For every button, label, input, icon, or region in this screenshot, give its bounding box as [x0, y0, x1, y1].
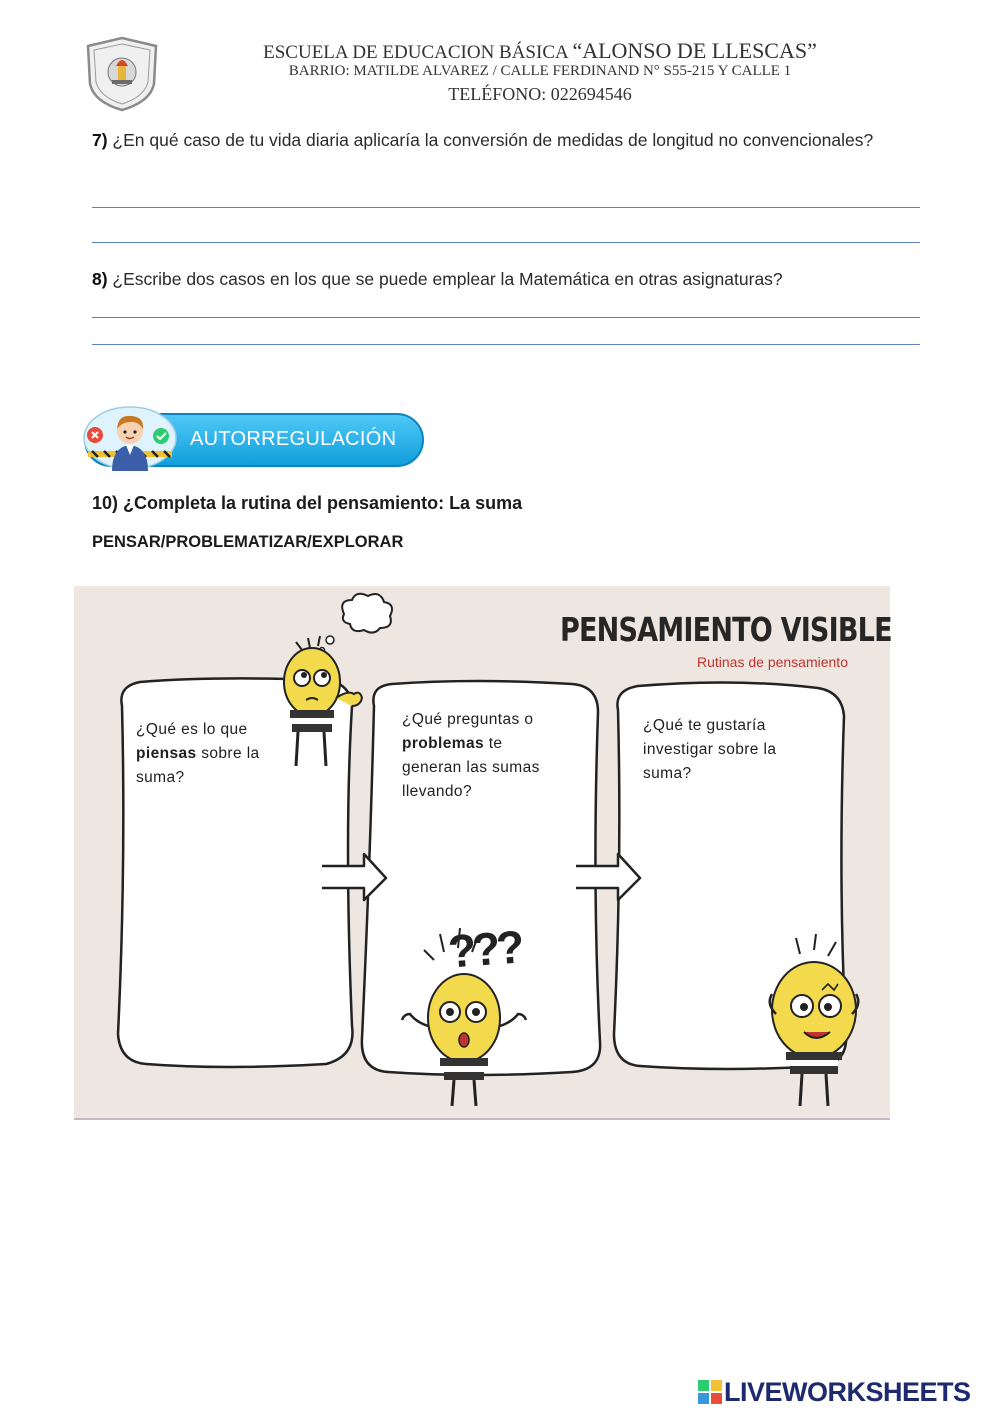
- school-crest-icon: [82, 36, 162, 112]
- liveworksheets-logo-icon: [698, 1380, 722, 1404]
- box-2-line-3: generan las sumas: [402, 759, 540, 776]
- box-2-line-4: llevando?: [402, 783, 472, 800]
- box-1-question: [136, 718, 286, 790]
- question-7: [92, 128, 892, 152]
- question-8: [92, 267, 892, 291]
- box-2-question: [402, 708, 582, 804]
- school-address: BARRIO: MATILDE ALVAREZ / CALLE FERDINAND N° S55-215 Y CALLE 1: [288, 63, 792, 79]
- pensamiento-visible-title: PENSAMIENTO VISIBLE: [560, 610, 892, 649]
- answer-area-box-1[interactable]: [128, 790, 324, 1090]
- box-2-bold: problemas: [402, 735, 484, 752]
- box-1-line-1: ¿Qué es lo que: [136, 721, 248, 738]
- pensamiento-visible-subtitle: Rutinas de pensamiento: [697, 654, 848, 670]
- question-7-number: 7): [92, 130, 108, 150]
- answer-line-7a[interactable]: [92, 207, 920, 208]
- question-marks-doodle: ???: [446, 920, 523, 978]
- question-7-text: ¿En qué caso de tu vida diaria aplicaría la conversión de medidas de longitud no convencionales?: [107, 130, 874, 150]
- question-8-number: 8): [92, 269, 108, 289]
- school-phone: TELÉFONO: 022694546: [448, 84, 632, 104]
- box-1-bold: piensas: [136, 745, 197, 762]
- answer-area-box-3[interactable]: [628, 800, 824, 950]
- autorregulacion-label: AUTORREGULACIÓN: [190, 428, 397, 450]
- answer-area-box-2[interactable]: [380, 810, 580, 930]
- box-1-line-3: suma?: [136, 769, 185, 786]
- box-2-line-1: ¿Qué preguntas o: [402, 711, 534, 728]
- answer-line-8b[interactable]: [92, 344, 920, 345]
- section-subtitle: PENSAR/PROBLEMATIZAR/EXPLORAR: [92, 533, 404, 551]
- question-8-text: ¿Escribe dos casos en los que se puede emplear la Matemática en otras asignaturas?: [107, 269, 783, 289]
- section-title: 10) ¿Completa la rutina del pensamiento: La suma: [92, 493, 523, 513]
- box-3-line-1: ¿Qué te gustaría: [643, 717, 766, 734]
- box-3-line-2: investigar sobre la: [643, 741, 777, 758]
- box-3-question: [643, 714, 823, 786]
- box-1-line-2: sobre la: [196, 745, 260, 762]
- school-name-line: [170, 38, 910, 64]
- box-3-line-3: suma?: [643, 765, 692, 782]
- box-2-line-2: te: [484, 735, 503, 752]
- school-name: “ALONSO DE LLESCAS”: [572, 38, 817, 63]
- answer-line-7b[interactable]: [92, 242, 920, 243]
- boy-with-checkmarks-icon: [82, 405, 178, 471]
- answer-line-8a[interactable]: [92, 317, 920, 318]
- liveworksheets-brand: LIVEWORKSHEETS: [724, 1377, 971, 1407]
- school-prefix: ESCUELA DE EDUCACION BÁSICA: [263, 42, 573, 63]
